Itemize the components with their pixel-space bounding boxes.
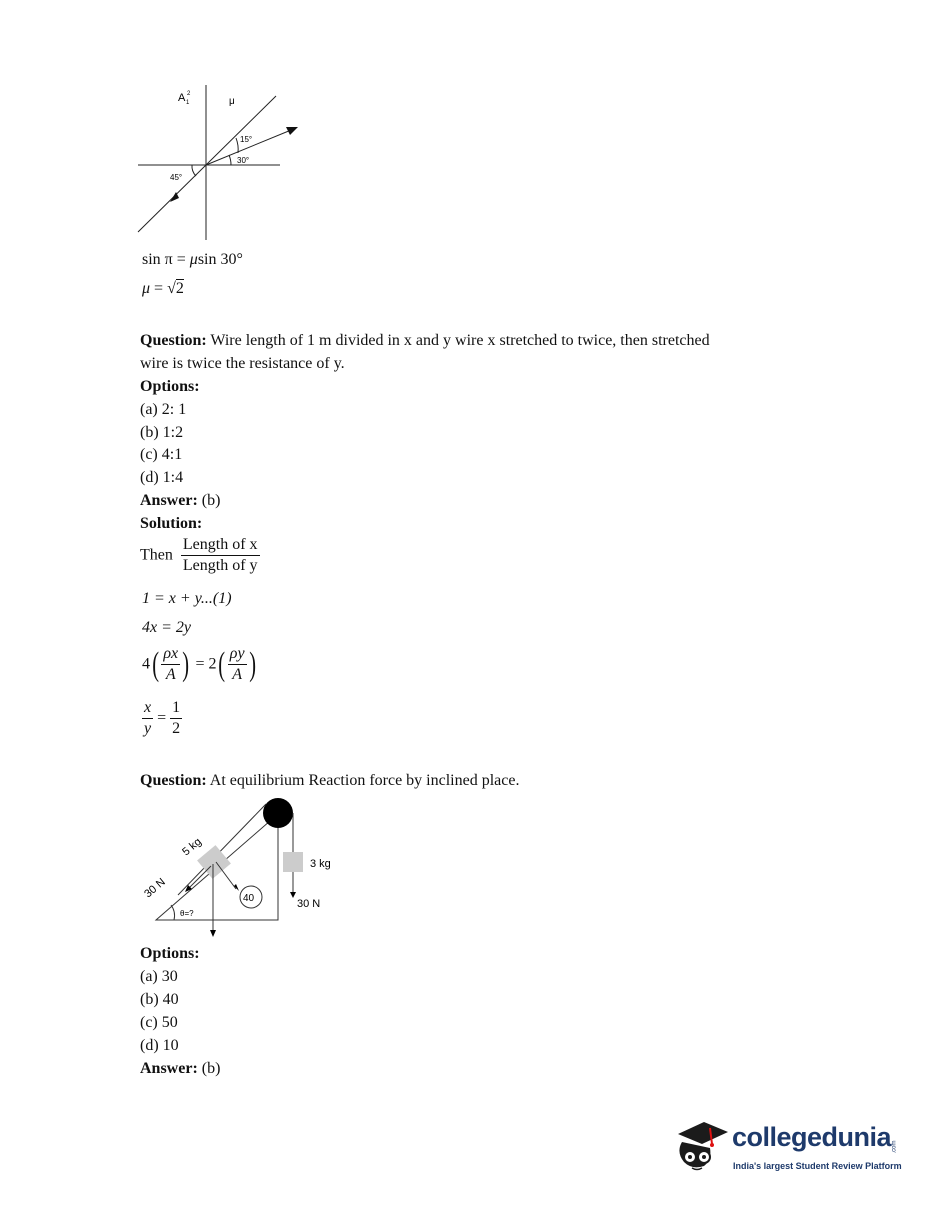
q1-question-text1: Wire length of 1 m divided in x and y wire x stretched to twice, then stretched <box>210 332 710 349</box>
q2-option-a: (a) 30 <box>140 968 178 985</box>
incident-ray <box>138 96 276 232</box>
eq1-rhs: sin 30° <box>197 251 243 268</box>
equation-snell <box>142 251 243 269</box>
q2-options-label: Options: <box>140 945 200 962</box>
theta-arc <box>171 905 175 920</box>
label-a: A <box>178 92 186 104</box>
arrow-30n-left-line <box>188 866 211 889</box>
ratio-denominator: Length of y <box>182 557 258 574</box>
solution-line2: 4x = 2y <box>142 619 191 636</box>
solution-ratio <box>140 535 260 576</box>
q2-answer-value: (b) <box>201 1060 221 1077</box>
line3-coef: 4 <box>142 655 150 673</box>
arrow-30n-right-head <box>290 892 296 898</box>
line3-num1: ρx <box>161 644 180 665</box>
paren-close-icon: ) <box>248 645 256 683</box>
block-3kg <box>283 852 303 872</box>
q1-options-label: Options: <box>140 378 200 395</box>
force-30n-right-label: 30 N <box>297 898 321 910</box>
ratio-fraction <box>181 535 260 576</box>
block-5kg <box>197 845 231 879</box>
q1-option-a: (a) 2: 1 <box>140 401 187 418</box>
mass-5kg-label: 5 kg <box>180 835 204 859</box>
solution-then: Then <box>140 546 173 564</box>
q2-answer-label: Answer: <box>140 1060 198 1077</box>
ratio-numerator: Length of x <box>181 535 260 556</box>
force-30n-left-label: 30 N <box>142 876 168 901</box>
q2-option-c: (c) 50 <box>140 1014 178 1031</box>
q2-answer <box>140 1057 220 1080</box>
paren-open-icon: ( <box>218 645 226 683</box>
q1-question-line2: wire is twice the resistance of y. <box>140 355 345 372</box>
q1-answer-value: (b) <box>201 492 221 509</box>
q2-option-d: (d) 10 <box>140 1037 179 1054</box>
collegedunia-logo[interactable] <box>672 1112 908 1184</box>
theta-label: θ=? <box>180 909 194 918</box>
eq2-value: 2 <box>175 280 184 297</box>
mascot-icon <box>672 1112 730 1182</box>
q1-option-b: (b) 1:2 <box>140 424 184 441</box>
q2-question-text: At equilibrium Reaction force by inclined place. <box>209 772 520 789</box>
q1-question-line1 <box>140 329 710 352</box>
mass-3kg-label: 3 kg <box>310 858 331 870</box>
incline-diagram <box>138 792 348 942</box>
q1-solution-label: Solution: <box>140 515 203 532</box>
equation-mu <box>142 280 184 298</box>
paren-open-icon: ( <box>152 645 160 683</box>
angle-arc-30 <box>229 155 231 165</box>
line3-den2: A <box>232 666 243 683</box>
q1-question-label: Question: <box>140 332 207 349</box>
refracted-ray <box>206 128 296 165</box>
label-mu: μ <box>229 96 235 107</box>
q1-answer-label: Answer: <box>140 492 198 509</box>
block-5kg-group <box>197 845 231 879</box>
arrow-weight-head <box>210 930 216 937</box>
line4-equals: = <box>157 709 167 727</box>
line4-den2: 2 <box>172 720 181 737</box>
q2-question <box>140 769 519 792</box>
solution-line1: 1 = x + y...(1) <box>142 590 232 607</box>
logo-tagline: India's largest Student Review Platform <box>733 1161 902 1171</box>
q1-option-d: (d) 1:4 <box>140 469 184 486</box>
line3-den1: A <box>165 666 176 683</box>
q1-answer <box>140 489 220 512</box>
line4-fraction2 <box>170 698 182 739</box>
label-a-sub: 1 <box>186 100 190 106</box>
line3-num2: ρy <box>228 644 247 665</box>
circle-40-label: 40 <box>243 893 255 904</box>
line4-num2: 1 <box>170 698 182 719</box>
angle-arc-15 <box>236 138 238 153</box>
solution-line4 <box>142 698 182 739</box>
angle-arc-45 <box>192 165 196 176</box>
sqrt-icon: √ <box>167 280 176 297</box>
eq1-mu: μ <box>189 251 198 268</box>
eq1-lhs: sin π <box>142 251 173 268</box>
eq2-lhs: μ <box>142 280 151 297</box>
q2-question-label: Question: <box>140 772 207 789</box>
angle-label-15: 15° <box>240 135 253 144</box>
line3-equals: = 2 <box>195 655 217 673</box>
logo-suffix: .com <box>891 1140 898 1154</box>
line4-fraction1 <box>142 698 153 739</box>
angle-label-45: 45° <box>170 173 183 182</box>
refraction-diagram <box>130 80 310 250</box>
q1-option-c: (c) 4:1 <box>140 446 183 463</box>
q2-option-b: (b) 40 <box>140 991 179 1008</box>
line3-fraction2 <box>228 644 247 685</box>
paren-close-icon: ) <box>182 645 190 683</box>
eq1-equals: = <box>176 251 186 268</box>
eq2-equals: = <box>154 280 164 297</box>
logo-name: collegedunia <box>732 1122 892 1152</box>
line4-num1: x <box>142 698 153 719</box>
line4-den1: y <box>144 720 152 737</box>
label-a-sup: 2 <box>187 91 191 97</box>
angle-label-30: 30° <box>237 156 250 165</box>
line3-fraction1 <box>161 644 180 685</box>
pulley <box>263 798 293 828</box>
solution-line3 <box>142 644 258 685</box>
